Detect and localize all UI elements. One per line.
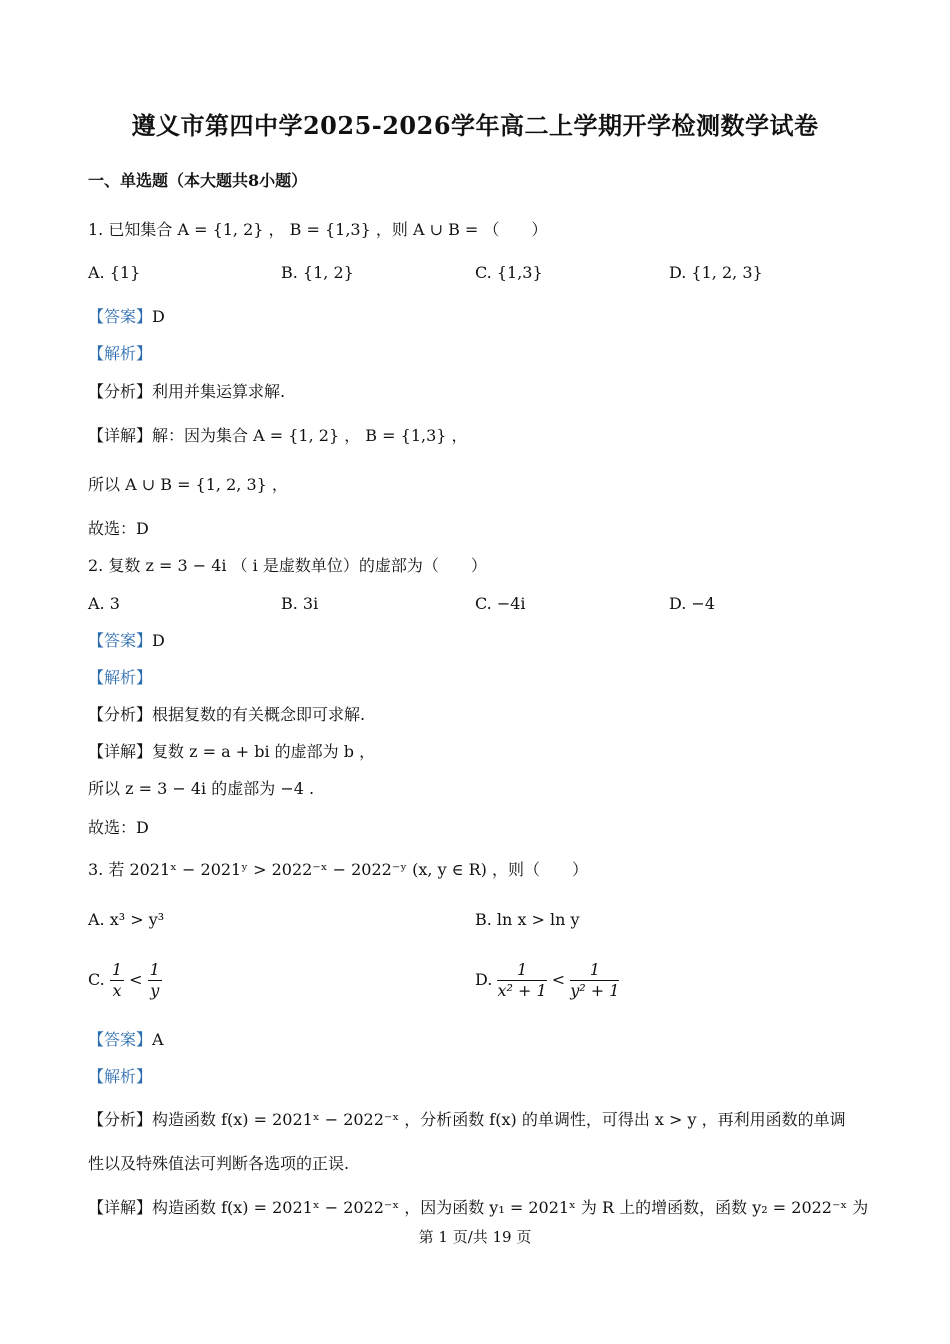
fenxi-tag: 【分析】 [88,705,153,724]
q1-option-b: B. {1, 2} [281,263,354,282]
section-heading: 一、单选题（本大题共8小题） [88,171,308,190]
q3-analysis-tag: 【解析】 [88,1067,153,1086]
q1-option-d: D. {1, 2, 3} [669,263,763,282]
q1-option-a: A. {1} [88,263,141,282]
answer-value: A [152,1030,164,1049]
q2-option-c: C. −4i [475,594,526,613]
q2-option-b: B. 3i [281,594,319,613]
q1-detail-line2: 所以 A ∪ B = {1, 2, 3} ， [88,475,288,494]
q3-detail [88,1197,868,1219]
q2-choose: 故选：D [88,818,149,837]
relation: < [129,970,143,989]
q3-option-c [88,960,162,1001]
detail-tag: 【详解】 [88,1198,153,1217]
denominator: x [112,981,122,1000]
page-footer: 第 1 页/共 19 页 [418,1228,532,1246]
q2-analysis-tag: 【解析】 [88,668,153,687]
fenxi-tag: 【分析】 [88,382,153,401]
page-title: 遵义市第四中学2025-2026学年高二上学期开学检测数学试卷 [131,111,819,140]
denominator: y [150,981,160,1000]
q2-option-a: A. 3 [88,594,120,613]
q2-option-d: D. −4 [669,594,716,613]
detail-tag: 【详解】 [88,426,153,445]
answer-value: D [152,307,165,326]
fraction [110,960,124,1001]
fraction [497,960,546,1001]
q2-detail-line2: 所以 z = 3 − 4i 的虚部为 −4 . [88,779,315,798]
detail-text: 构造函数 f(x) = 2021ˣ − 2022⁻ˣ ，因为函数 y₁ = 2021ˣ 为 R 上的增函数，函数 y₂ = 2022⁻ˣ 为 [152,1198,869,1217]
option-label: C. [88,970,105,989]
question-1-stem: 1. 已知集合 A = {1, 2} ， B = {1,3} ，则 A ∪ B = （ ） [88,220,548,239]
q3-option-b: B. ln x > ln y [475,910,580,929]
q3-answer [88,1029,164,1051]
q2-fenxi [88,704,365,726]
detail-text: 复数 z = a + bi 的虚部为 b ， [152,742,376,761]
fenxi-text: 根据复数的有关概念即可求解. [152,705,366,724]
q1-analysis-tag: 【解析】 [88,344,153,363]
numerator: 1 [570,960,619,981]
q3-option-d [475,960,619,1001]
fenxi-text: 利用并集运算求解. [152,382,286,401]
denominator: x² + 1 [497,981,547,1000]
fraction [148,960,162,1001]
option-label: D. [475,970,493,989]
denominator: y² + 1 [570,981,620,1000]
answer-tag: 【答案】 [88,1030,153,1049]
q1-option-c: C. {1,3} [475,263,543,282]
fraction [570,960,619,1001]
q1-detail [88,425,468,447]
q1-choose: 故选：D [88,519,149,538]
question-2-stem: 2. 复数 z = 3 − 4i （ i 是虚数单位）的虚部为（ ） [88,556,487,575]
numerator: 1 [497,960,546,981]
q2-answer [88,630,165,652]
answer-value: D [152,631,165,650]
numerator: 1 [111,960,123,979]
fenxi-tag: 【分析】 [88,1110,153,1129]
q3-option-a: A. x³ > y³ [88,910,165,929]
detail-tag: 【详解】 [88,742,153,761]
numerator: 1 [149,960,160,979]
q3-fenxi [88,1109,846,1131]
q3-fenxi-line2: 性以及特殊值法可判断各选项的正误. [88,1154,350,1173]
question-3-stem: 3. 若 2021ˣ − 2021ʸ > 2022⁻ˣ − 2022⁻ʸ (x, y ∈ R) ，则（ ） [88,860,589,879]
answer-tag: 【答案】 [88,307,153,326]
q1-fenxi [88,381,285,403]
q2-detail [88,741,375,763]
answer-tag: 【答案】 [88,631,153,650]
relation: < [551,970,566,989]
q1-answer [88,306,165,328]
detail-text: 解：因为集合 A = {1, 2} ， B = {1,3} ， [152,426,468,445]
fenxi-text: 构造函数 f(x) = 2021ˣ − 2022⁻ˣ ，分析函数 f(x) 的单调性，可得出 x > y ，再利用函数的单调 [152,1110,846,1129]
